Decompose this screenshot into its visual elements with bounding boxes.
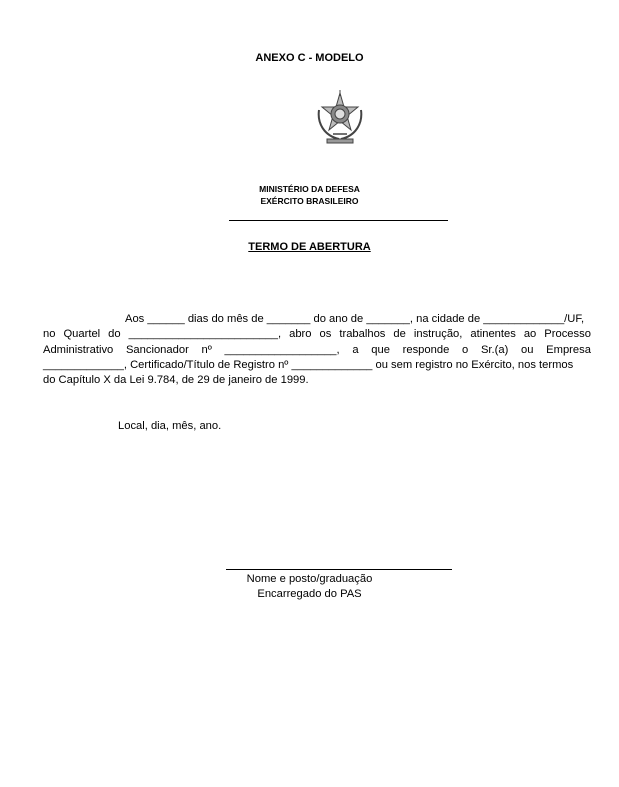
word: os [319,328,332,341]
body-line-1: Aos ______ dias do mês de _______ do ano de _______, na cidade de _____________/UF, [125,313,585,325]
word: instrução, [413,328,463,341]
body-paragraph [43,312,591,388]
brazil-coat-of-arms-icon [313,90,367,148]
document-title: TERMO DE ABERTURA [248,241,371,253]
word: responde [402,343,450,356]
body-line-5: do Capítulo X da Lei 9.784, de 29 de janeiro de 1999. [43,374,309,387]
word: Quartel [63,328,101,341]
word: nº [201,343,212,356]
word: trabalhos [339,328,386,341]
body-line-3 [43,343,591,358]
word: ou [521,343,534,356]
word: Sr.(a) [480,343,509,356]
word: abro [289,328,312,341]
word: Sancionador [125,343,189,356]
word: atinentes [470,328,516,341]
word: que [371,343,390,356]
word: Processo [544,328,591,341]
signer-role: Encarregado do PAS [257,588,362,600]
ministry-name: MINISTÉRIO DA DEFESA [259,184,360,194]
body-line-4: _____________, Certificado/Título de Registro nº _____________ ou sem registro no Exército, nos termos [43,358,574,371]
header-divider [229,220,448,221]
word: no [43,328,56,341]
word: do [108,328,121,341]
word: __________________, [224,343,340,356]
word: a [352,343,359,356]
army-name: EXÉRCITO BRASILEIRO [260,196,359,206]
signature-line [226,569,452,570]
word: de [393,328,406,341]
place-date-line: Local, dia, mês, ano. [118,420,222,432]
word: Administrativo [43,343,114,356]
annex-title: ANEXO C - MODELO [255,52,364,64]
word: ________________________, [128,328,282,341]
word: Empresa [546,343,591,356]
body-line-2 [43,327,591,342]
word: o [462,343,469,356]
signer-name-rank: Nome e posto/graduação [246,573,373,585]
word: ao [523,328,537,341]
